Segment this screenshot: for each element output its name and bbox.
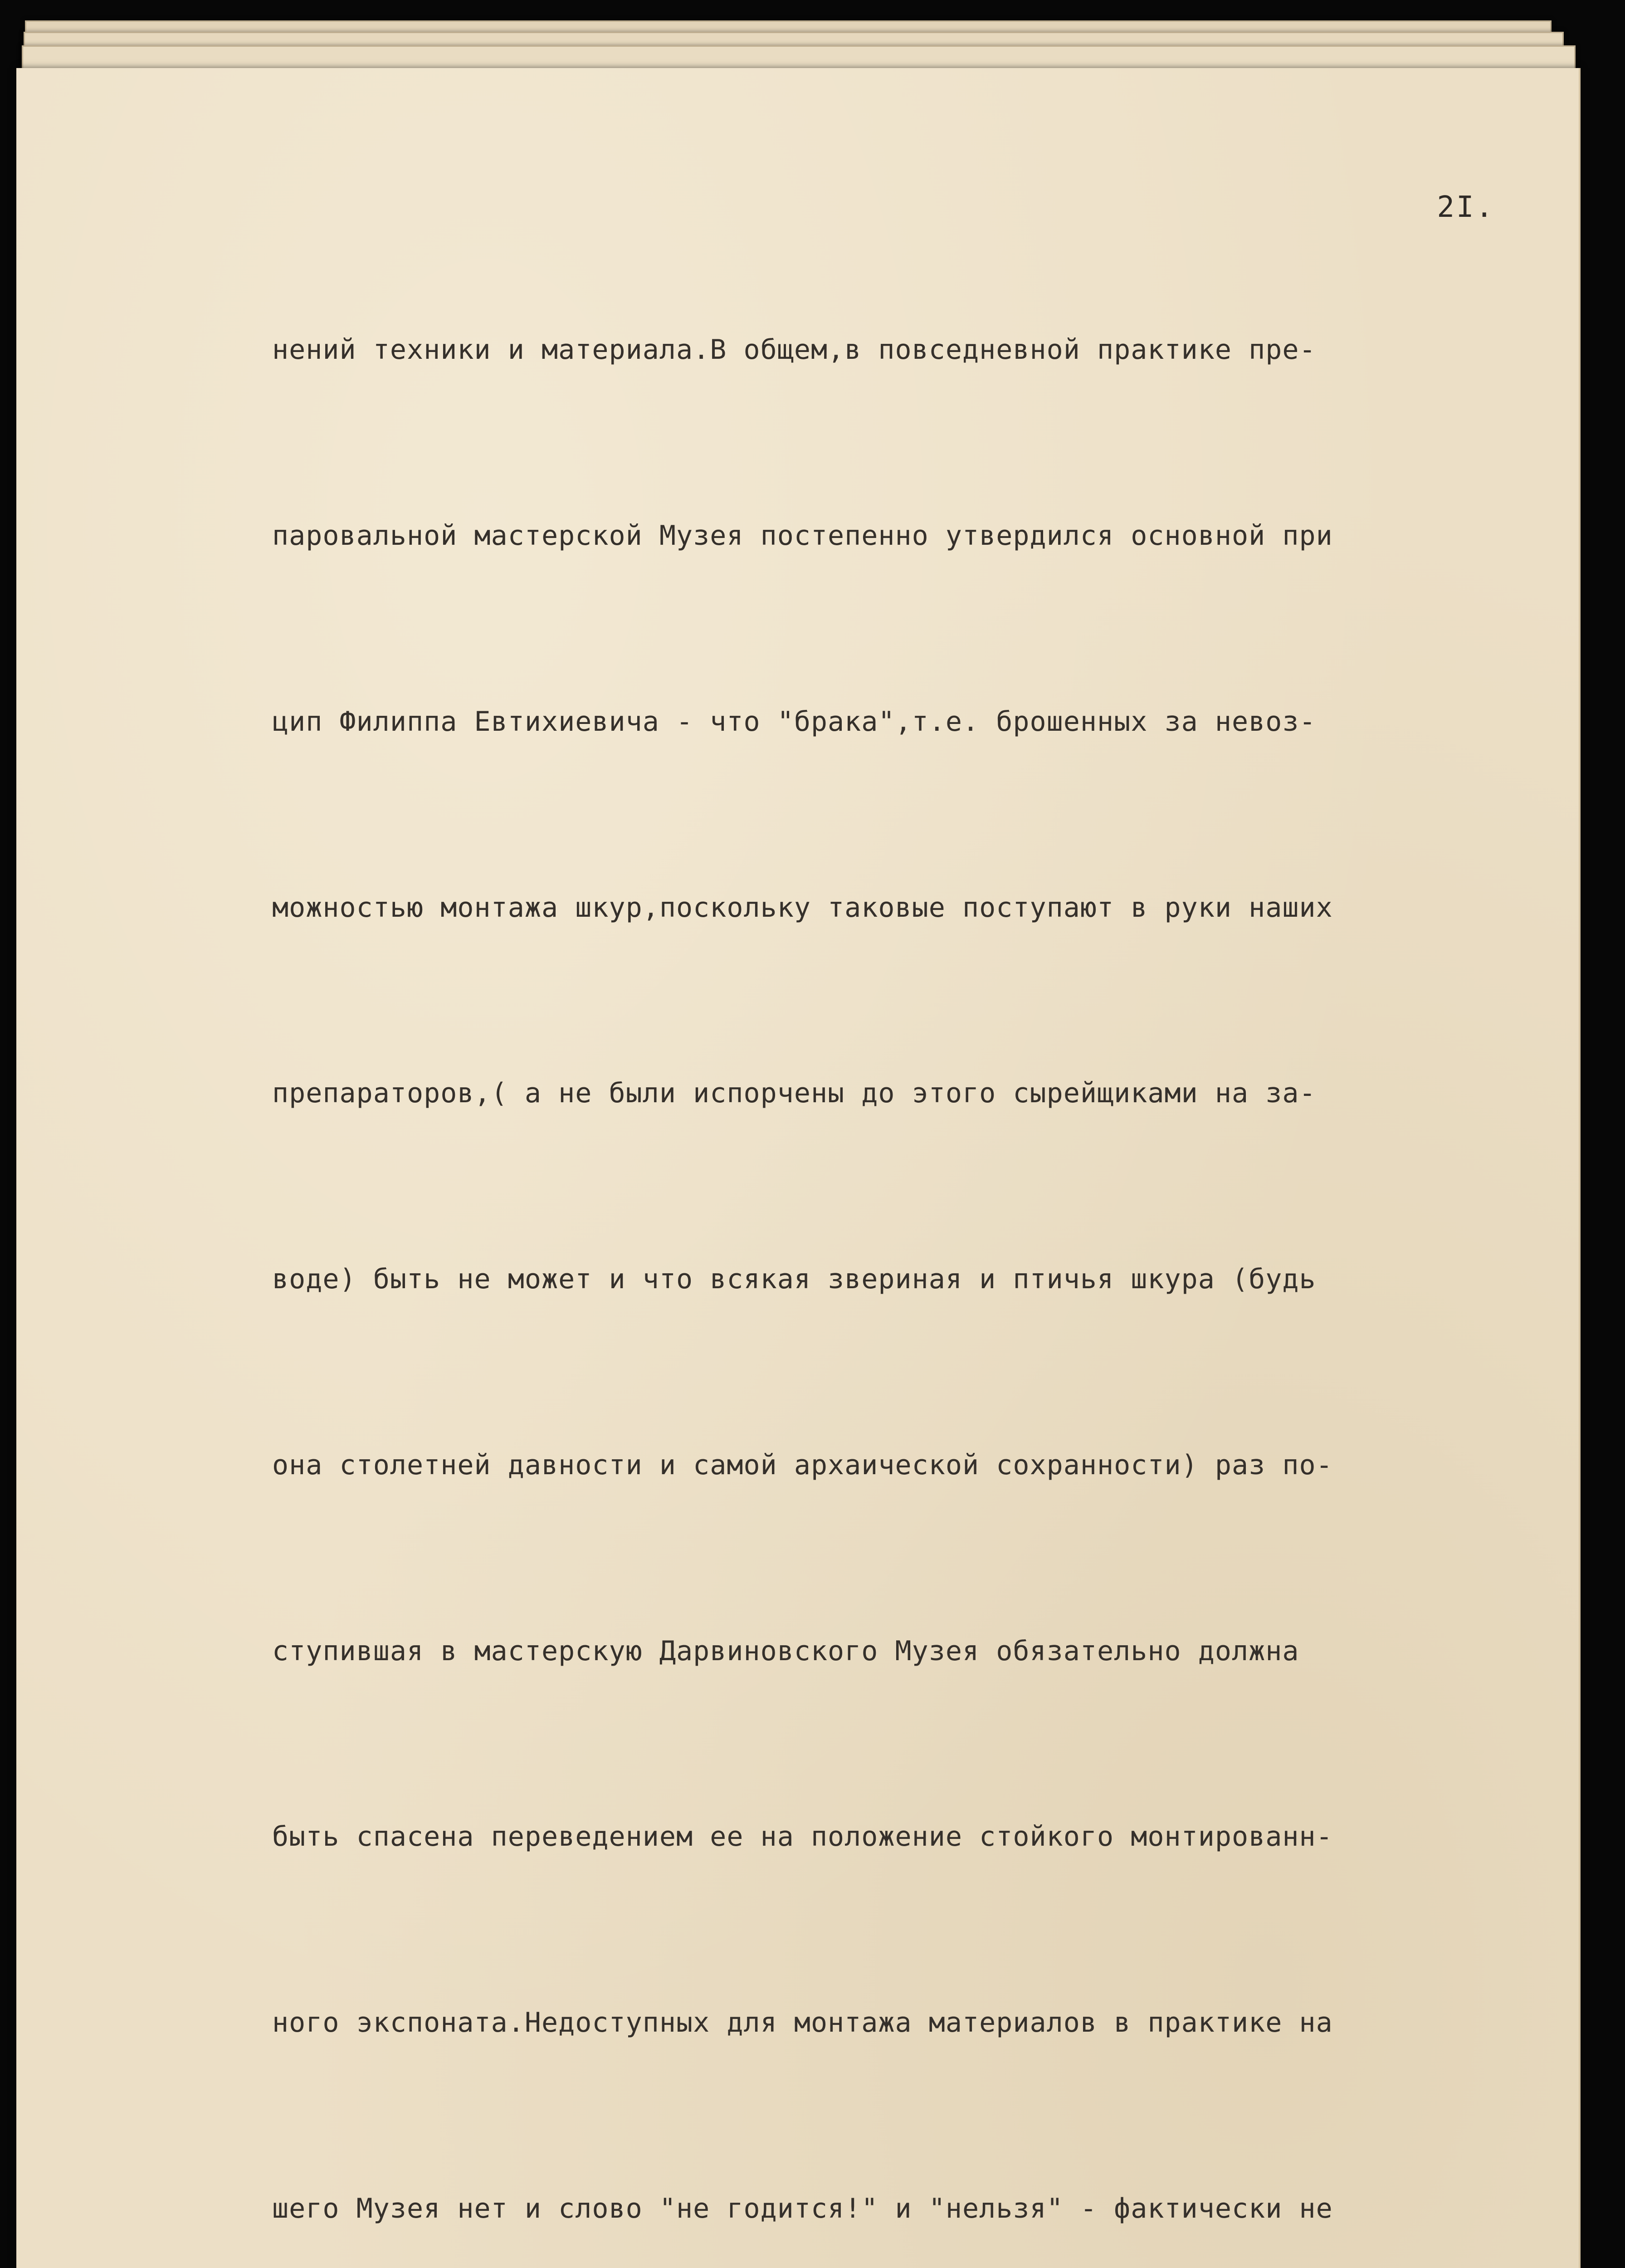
text-line: цип Филиппа Евтихиевича - что "брака",т.е. брошенных за невоз- <box>272 705 1316 738</box>
page-number: 2I. <box>1437 191 1495 224</box>
text-line: шего Музея нет и слово "не годится!" и "нельзя" - фактически не <box>272 2193 1333 2224</box>
text-line: быть спасена переведением ее на положение стойкого монтированн- <box>272 1821 1333 1853</box>
text-line: паровальной мастерской Музея постепенно утвердился основной при <box>272 519 1333 552</box>
text-line: можностью монтажа шкур,поскольку таковые поступают в руки наших <box>272 891 1333 924</box>
text-line: она столетней давности и самой архаической сохранности) раз по- <box>272 1449 1333 1481</box>
text-line: воде) быть не может и что всякая звериная и птичья шкура (будь <box>272 1263 1316 1295</box>
text-line: препараторов,( а не были испорчены до этого сырейщиками на за- <box>272 1077 1316 1110</box>
body-text <box>272 195 1578 2268</box>
text-line: нений техники и материала.В общем,в повседневной практике пре- <box>272 334 1316 366</box>
text-line: ступившая в мастерскую Дарвиновского Музея обязательно должна <box>272 1635 1299 1667</box>
text-line: ного экспоната.Недоступных для монтажа материалов в практике на <box>272 2007 1333 2039</box>
